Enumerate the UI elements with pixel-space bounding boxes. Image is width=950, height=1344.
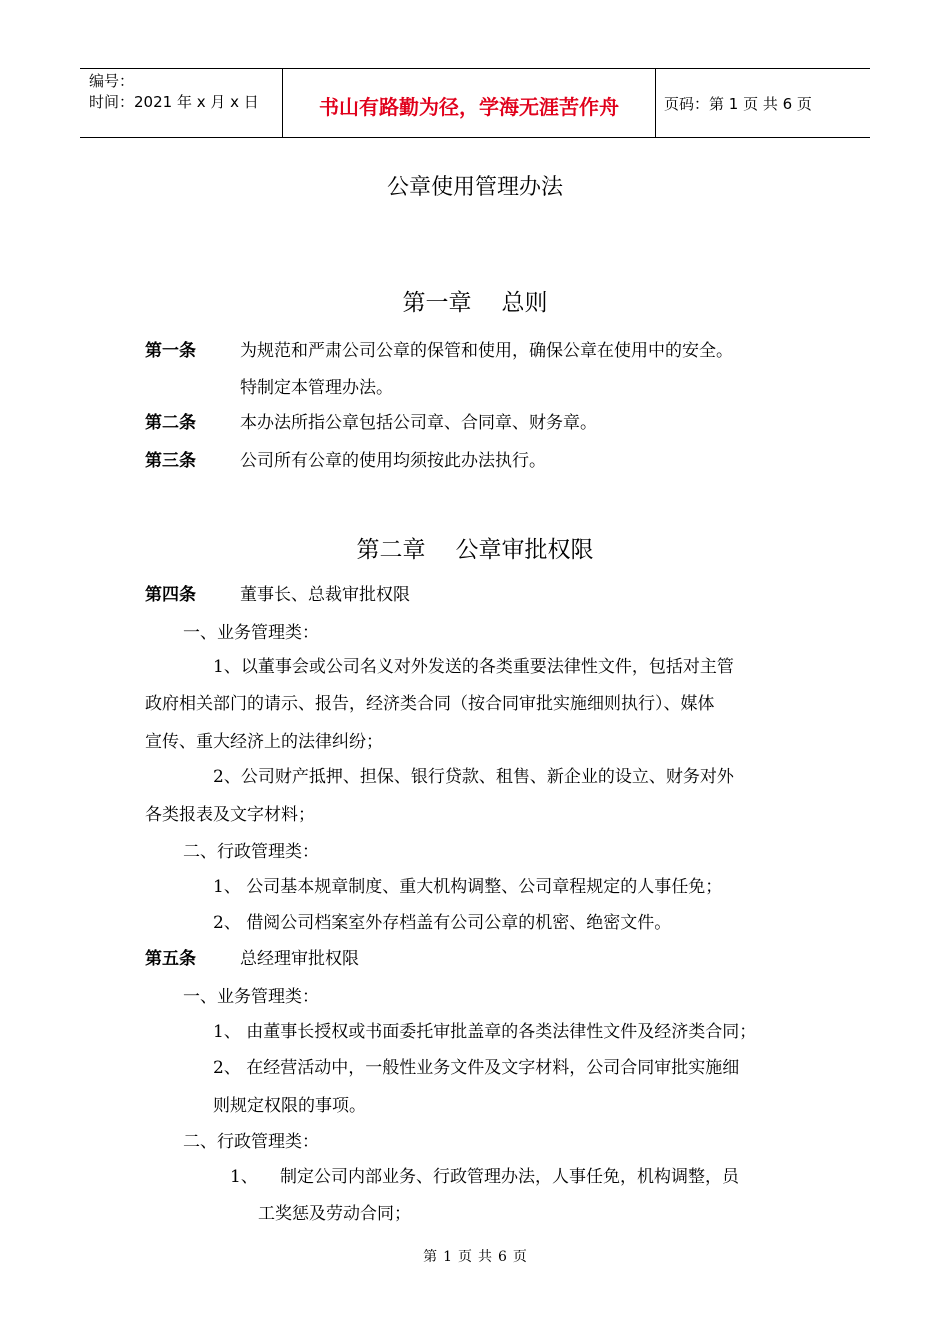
a5-business-item1: 1、 由董事长授权或书面委托审批盖章的各类法律性文件及经济类合同；	[213, 1022, 757, 1042]
chapter-2-heading	[0, 531, 950, 564]
footer-word-gong: 共	[478, 1249, 492, 1265]
footer-current-page: 1	[443, 1249, 452, 1265]
footer-word-di: 第	[423, 1249, 438, 1265]
page-footer	[0, 1246, 950, 1266]
a4-business-item1-line3: 宣传、重大经济上的法律纠纷；	[145, 732, 383, 752]
article-4-title: 董事长、总裁审批权限	[240, 585, 410, 605]
article-1-text-line2: 特制定本管理办法。	[240, 378, 393, 398]
a5-admin-item1-number: 1、	[230, 1167, 258, 1187]
footer-word-ye: 页	[458, 1249, 472, 1265]
page-header-table	[80, 68, 870, 138]
a4-admin-item2: 2、 借阅公司档案室外存档盖有公司公章的机密、绝密文件。	[213, 913, 672, 933]
article-3-text: 公司所有公章的使用均须按此办法执行。	[240, 451, 546, 471]
a5-section-admin: 二、行政管理类：	[183, 1132, 319, 1152]
chapter-1-number: 第一章	[402, 290, 472, 316]
article-1-label: 第一条	[145, 341, 196, 361]
a5-business-item2-line1: 2、 在经营活动中，一般性业务文件及文字材料，公司合同审批实施细	[213, 1058, 740, 1078]
article-5-label: 第五条	[145, 949, 196, 969]
article-1-text-line1: 为规范和严肃公司公章的保管和使用，确保公章在使用中的安全。	[240, 341, 733, 361]
time-label: 时间：2021 年 x 月 x 日	[89, 93, 259, 111]
footer-word-ye-2: 页	[512, 1249, 527, 1265]
a5-section-business: 一、业务管理类：	[183, 987, 319, 1007]
article-2-text: 本办法所指公章包括公司章、合同章、财务章。	[240, 413, 597, 433]
a4-section-business: 一、业务管理类：	[183, 623, 319, 643]
article-2-label: 第二条	[145, 413, 196, 433]
a4-business-item1-line2: 政府相关部门的请示、报告，经济类合同（按合同审批实施细则执行）、媒体	[145, 694, 715, 714]
page-info: 页码：第 1 页 共 6 页	[664, 95, 812, 113]
header-meta-cell	[80, 69, 282, 137]
a5-admin-item1-line2: 工奖惩及劳动合同；	[258, 1204, 411, 1224]
a5-admin-item1-line1: 制定公司内部业务、行政管理办法，人事任免，机构调整，员	[280, 1167, 739, 1187]
a5-business-item2-line2: 则规定权限的事项。	[213, 1096, 366, 1116]
a4-business-item1-line1: 1、以董事会或公司名义对外发送的各类重要法律性文件，包括对主管	[213, 657, 734, 677]
header-page-cell	[655, 69, 870, 137]
document-title: 公章使用管理办法	[386, 175, 563, 200]
header-motto-cell	[282, 69, 656, 137]
chapter-2-number: 第二章	[356, 537, 426, 563]
a4-business-item2-line1: 2、公司财产抵押、担保、银行贷款、租售、新企业的设立、财务对外	[213, 767, 734, 787]
article-4-label: 第四条	[145, 585, 196, 605]
chapter-1-name: 总则	[501, 290, 548, 316]
article-5-title: 总经理审批权限	[240, 949, 359, 969]
chapter-1-heading	[0, 284, 950, 317]
chapter-2-name: 公章审批权限	[455, 537, 594, 563]
a4-business-item2-line2: 各类报表及文字材料；	[145, 805, 315, 825]
motto-text: 书山有路勤为径，学海无涯苦作舟	[319, 95, 619, 119]
a4-admin-item1: 1、 公司基本规章制度、重大机构调整、公司章程规定的人事任免；	[213, 877, 723, 897]
footer-total-pages: 6	[498, 1249, 507, 1265]
article-3-label: 第三条	[145, 451, 196, 471]
number-label: 编号：	[89, 72, 135, 90]
a4-section-admin: 二、行政管理类：	[183, 842, 319, 862]
